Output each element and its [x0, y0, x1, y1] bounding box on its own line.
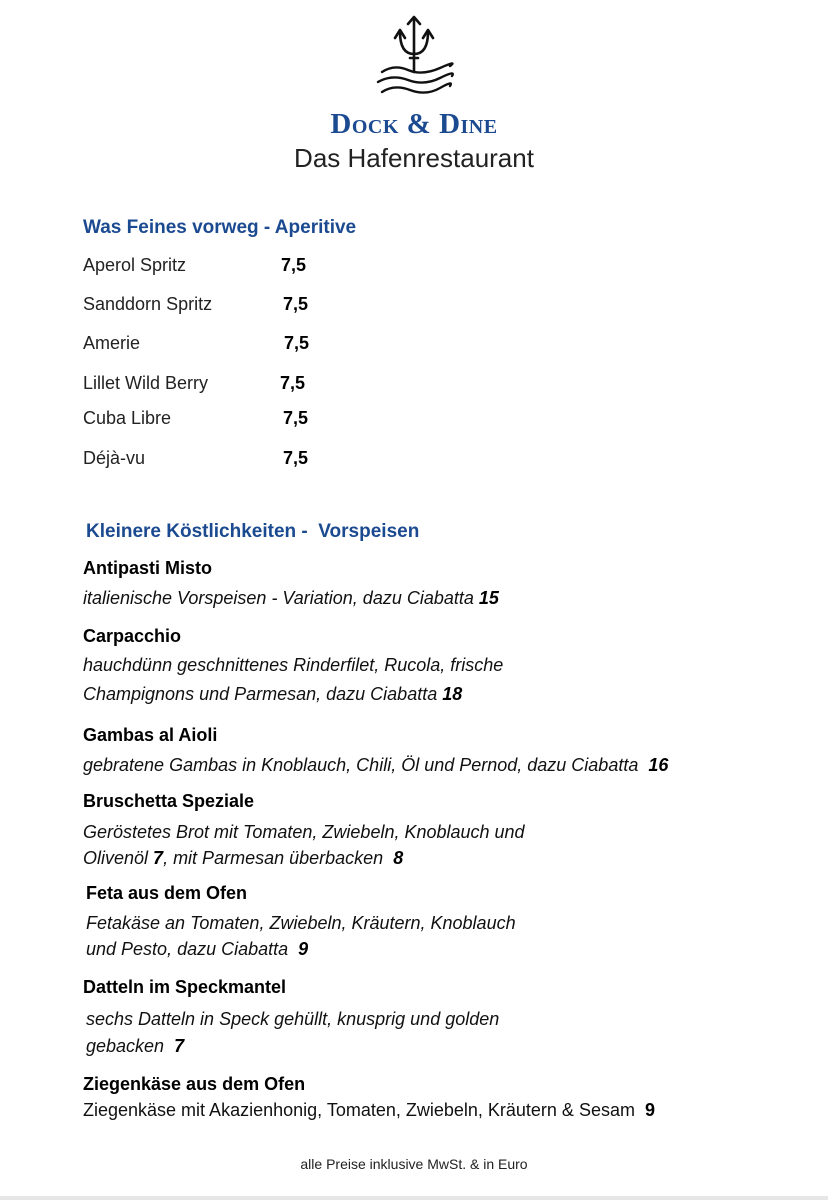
dish-price: 18 [442, 684, 463, 704]
dish-price: 16 [648, 755, 669, 775]
brand-name-text: Dock & Dine [330, 108, 498, 140]
dish-name: Antipasti Misto [83, 558, 212, 578]
dish-name: Ziegenkäse aus dem Ofen [83, 1074, 306, 1094]
dish-price: 7 [153, 848, 164, 868]
dish-description [83, 684, 462, 705]
drink-name: Cuba Libre [83, 408, 172, 428]
dish-name: Carpacchio [83, 626, 182, 646]
drink-price: 7,5 [283, 408, 309, 428]
drink-price: 7,5 [281, 255, 307, 275]
restaurant-subtitle: Das Hafenrestaurant [294, 143, 534, 173]
dish-description: Fetakäse an Tomaten, Zwiebeln, Kräutern, Knoblauch [86, 913, 516, 933]
drink-price: 7,5 [283, 294, 309, 314]
drink-price: 7,5 [280, 373, 306, 393]
vorspeisen-heading: Kleinere Köstlichkeiten - Vorspeisen [86, 521, 420, 542]
drink-name: Amerie [83, 333, 141, 353]
aperitive-heading: Was Feines vorweg - Aperitive [83, 217, 357, 238]
dish-description [83, 1100, 655, 1121]
trident-waves-icon [374, 14, 454, 104]
dish-description [83, 848, 403, 869]
dish-price: 15 [478, 588, 499, 608]
dish-name: Gambas al Aioli [83, 725, 218, 745]
dish-description-text: gebacken [86, 1036, 165, 1056]
drink-name: Sanddorn Spritz [83, 294, 213, 314]
dish-description-text: Ziegenkäse mit Akazienhonig, Tomaten, Zwiebeln, Kräutern & Sesam [83, 1100, 635, 1120]
bottom-divider [0, 1196, 828, 1200]
dish-description-text: und Pesto, dazu Ciabatta [86, 939, 289, 959]
price-note: alle Preise inklusive MwSt. & in Euro [300, 1156, 528, 1172]
dish-description [86, 939, 308, 960]
drink-name: Aperol Spritz [83, 255, 187, 275]
dish-description-text: Olivenöl [83, 848, 149, 868]
dish-name: Datteln im Speckmantel [83, 977, 287, 997]
drink-name: Déjà-vu [83, 448, 146, 468]
dish-price: 8 [393, 848, 404, 868]
drink-name: Lillet Wild Berry [83, 373, 209, 393]
dish-description-text: Champignons und Parmesan, dazu Ciabatta [83, 684, 438, 704]
dish-price: 7 [174, 1036, 185, 1056]
dish-description [83, 588, 499, 609]
dish-description: hauchdünn geschnittenes Rinderfilet, Rucola, frische [83, 655, 504, 675]
dish-description: Geröstetes Brot mit Tomaten, Zwiebeln, Knoblauch und [83, 822, 525, 842]
drink-price: 7,5 [284, 333, 310, 353]
dish-name: Bruschetta Speziale [83, 791, 255, 811]
dish-name: Feta aus dem Ofen [86, 883, 248, 903]
brand-name [0, 108, 828, 141]
dish-description [86, 1036, 184, 1057]
dish-description [83, 755, 668, 776]
dish-description-text: italienische Vorspeisen - Variation, dazu Ciabatta [83, 588, 474, 608]
dish-description: sechs Datteln in Speck gehüllt, knusprig und golden [86, 1009, 500, 1029]
dish-description-text: gebratene Gambas in Knoblauch, Chili, Öl und Pernod, dazu Ciabatta [83, 755, 639, 775]
dish-price: 9 [298, 939, 309, 959]
dish-description-text: , mit Parmesan überbacken [163, 848, 384, 868]
drink-price: 7,5 [283, 448, 309, 468]
dish-price: 9 [644, 1100, 655, 1120]
